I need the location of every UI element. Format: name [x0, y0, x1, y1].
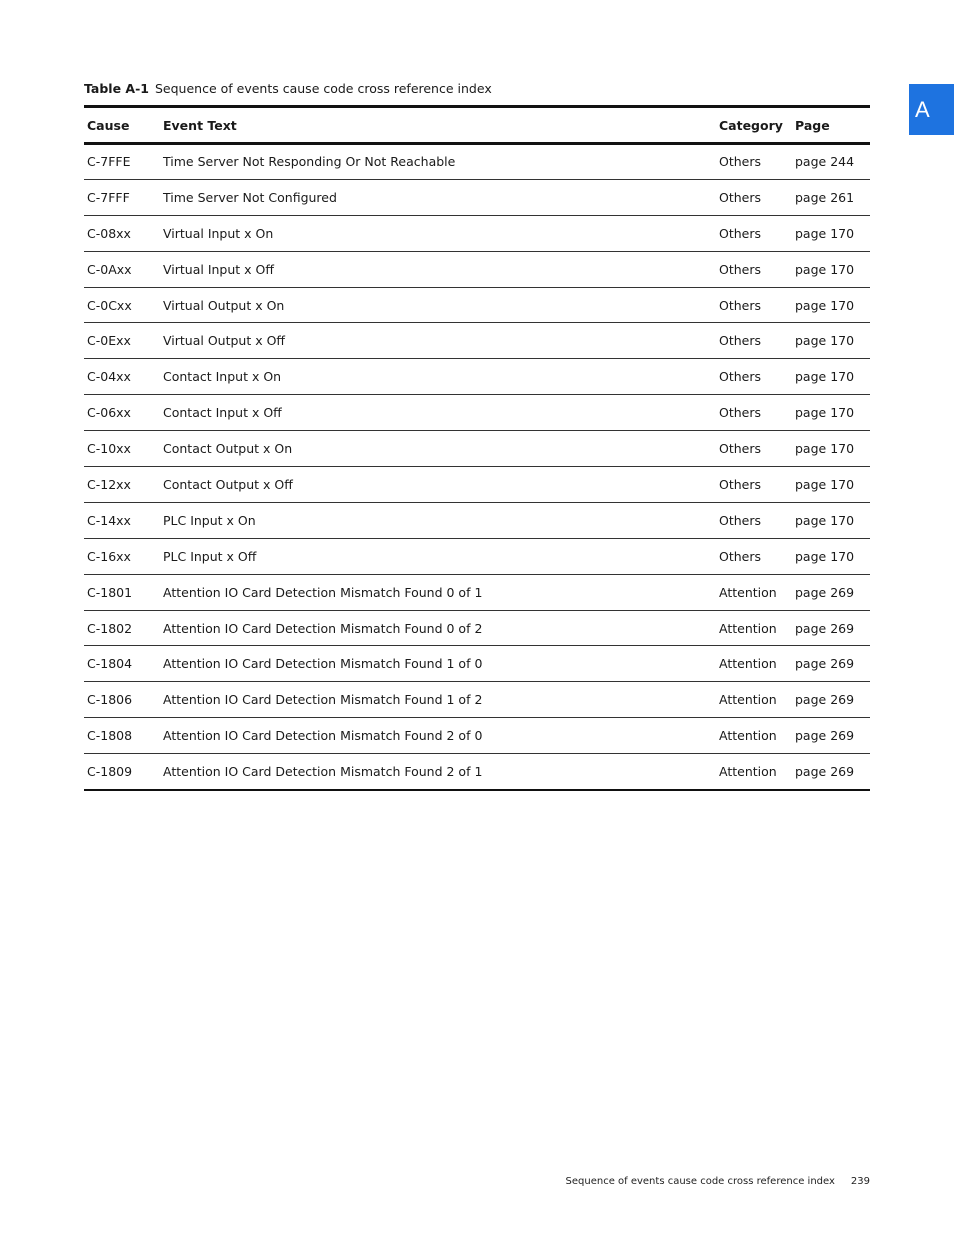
cell-category: Attention — [716, 718, 792, 754]
cell-cause: C-0Exx — [84, 323, 160, 359]
table-row — [84, 538, 870, 574]
cell-event-text: Attention IO Card Detection Mismatch Found 1 of 2 — [160, 682, 716, 718]
cell-category: Others — [716, 502, 792, 538]
page-footer — [566, 1175, 870, 1188]
cell-category: Others — [716, 144, 792, 180]
cell-cause: C-1809 — [84, 754, 160, 790]
cell-page-link[interactable]: page 244 — [792, 144, 870, 180]
cell-page-link[interactable]: page 170 — [792, 215, 870, 251]
cell-page-link[interactable]: page 269 — [792, 718, 870, 754]
header-event-text: Event Text — [160, 107, 716, 144]
table-row — [84, 574, 870, 610]
cell-cause: C-10xx — [84, 431, 160, 467]
cell-cause: C-06xx — [84, 395, 160, 431]
table-row — [84, 287, 870, 323]
header-cause: Cause — [84, 107, 160, 144]
cell-page-link[interactable]: page 170 — [792, 538, 870, 574]
cell-event-text: Attention IO Card Detection Mismatch Found 1 of 0 — [160, 646, 716, 682]
cell-page-link[interactable]: page 269 — [792, 682, 870, 718]
cell-cause: C-0Cxx — [84, 287, 160, 323]
cell-event-text: Time Server Not Responding Or Not Reachable — [160, 144, 716, 180]
cell-page-link[interactable]: page 170 — [792, 431, 870, 467]
cell-page-link[interactable]: page 261 — [792, 179, 870, 215]
table-header-row — [84, 107, 870, 144]
table-body — [84, 144, 870, 790]
cell-page-link[interactable]: page 170 — [792, 359, 870, 395]
table-row — [84, 395, 870, 431]
table-row — [84, 718, 870, 754]
cell-category: Attention — [716, 646, 792, 682]
cell-event-text: PLC Input x On — [160, 502, 716, 538]
cell-category: Others — [716, 359, 792, 395]
cell-cause: C-14xx — [84, 502, 160, 538]
table-header — [84, 107, 870, 144]
cell-page-link[interactable]: page 269 — [792, 574, 870, 610]
cell-cause: C-08xx — [84, 215, 160, 251]
cell-page-link[interactable]: page 170 — [792, 467, 870, 503]
cell-page-link[interactable]: page 269 — [792, 610, 870, 646]
table-row — [84, 431, 870, 467]
cell-cause: C-1804 — [84, 646, 160, 682]
cell-cause: C-04xx — [84, 359, 160, 395]
cell-category: Others — [716, 431, 792, 467]
cell-page-link[interactable]: page 170 — [792, 395, 870, 431]
header-page: Page — [792, 107, 870, 144]
cell-event-text: Virtual Input x Off — [160, 251, 716, 287]
cell-category: Others — [716, 287, 792, 323]
cell-page-link[interactable]: page 170 — [792, 323, 870, 359]
cell-category: Attention — [716, 754, 792, 790]
cell-event-text: Virtual Output x Off — [160, 323, 716, 359]
cell-category: Attention — [716, 574, 792, 610]
table-row — [84, 754, 870, 790]
cell-cause: C-1802 — [84, 610, 160, 646]
cell-event-text: Contact Output x Off — [160, 467, 716, 503]
table-row — [84, 251, 870, 287]
cell-cause: C-7FFE — [84, 144, 160, 180]
cell-category: Others — [716, 467, 792, 503]
cell-event-text: Attention IO Card Detection Mismatch Found 2 of 1 — [160, 754, 716, 790]
cell-category: Others — [716, 215, 792, 251]
cell-category: Attention — [716, 610, 792, 646]
appendix-tab-marker: A — [909, 84, 954, 135]
table-caption — [84, 80, 492, 97]
cell-event-text: Attention IO Card Detection Mismatch Found 2 of 0 — [160, 718, 716, 754]
cell-cause: C-16xx — [84, 538, 160, 574]
cell-category: Others — [716, 323, 792, 359]
cell-event-text: Virtual Output x On — [160, 287, 716, 323]
cell-event-text: PLC Input x Off — [160, 538, 716, 574]
cell-event-text: Virtual Input x On — [160, 215, 716, 251]
table-row — [84, 467, 870, 503]
table-row — [84, 610, 870, 646]
table-caption-label: Table A-1 — [84, 81, 149, 96]
table-row — [84, 144, 870, 180]
cause-code-table — [84, 105, 870, 791]
cell-page-link[interactable]: page 170 — [792, 502, 870, 538]
cell-cause: C-1808 — [84, 718, 160, 754]
footer-page-number: 239 — [850, 1176, 870, 1187]
table-row — [84, 359, 870, 395]
cell-page-link[interactable]: page 170 — [792, 287, 870, 323]
cell-category: Others — [716, 251, 792, 287]
cell-page-link[interactable]: page 170 — [792, 251, 870, 287]
table-row — [84, 682, 870, 718]
cell-category: Others — [716, 395, 792, 431]
footer-section-title: Sequence of events cause code cross reference index — [565, 1176, 835, 1187]
cell-cause: C-7FFF — [84, 179, 160, 215]
cell-cause: C-1801 — [84, 574, 160, 610]
cell-page-link[interactable]: page 269 — [792, 646, 870, 682]
cell-category: Others — [716, 179, 792, 215]
cell-event-text: Contact Input x On — [160, 359, 716, 395]
cell-category: Others — [716, 538, 792, 574]
table-row — [84, 502, 870, 538]
cell-event-text: Time Server Not Configured — [160, 179, 716, 215]
cell-event-text: Attention IO Card Detection Mismatch Found 0 of 1 — [160, 574, 716, 610]
table-row — [84, 215, 870, 251]
cell-event-text: Contact Output x On — [160, 431, 716, 467]
cell-page-link[interactable]: page 269 — [792, 754, 870, 790]
cell-event-text: Contact Input x Off — [160, 395, 716, 431]
table-row — [84, 323, 870, 359]
cell-event-text: Attention IO Card Detection Mismatch Found 0 of 2 — [160, 610, 716, 646]
table-caption-title: Sequence of events cause code cross reference index — [154, 81, 492, 96]
table-row — [84, 646, 870, 682]
table-row — [84, 179, 870, 215]
cell-category: Attention — [716, 682, 792, 718]
cell-cause: C-1806 — [84, 682, 160, 718]
cell-cause: C-0Axx — [84, 251, 160, 287]
cell-cause: C-12xx — [84, 467, 160, 503]
header-category: Category — [716, 107, 792, 144]
